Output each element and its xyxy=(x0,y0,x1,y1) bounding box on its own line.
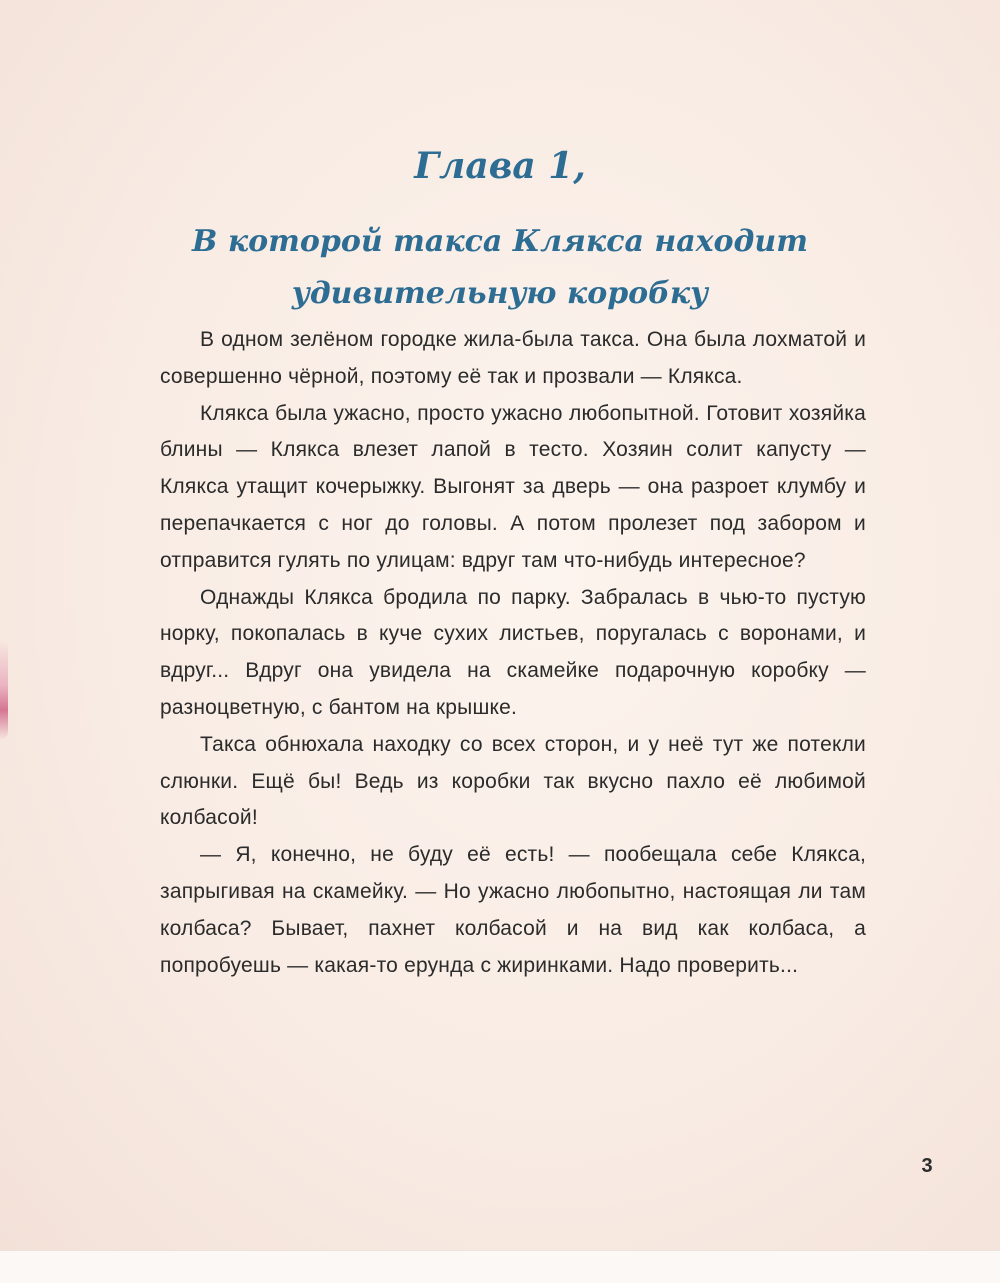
chapter-subtitle-line-1: В которой такса Клякса находит xyxy=(192,224,808,259)
page-bottom-edge xyxy=(0,1250,1000,1283)
chapter-subtitle xyxy=(0,216,1000,320)
paragraph-2: Клякса была ужасно, просто ужасно любопытной. Готовит хозяйка блины — Клякса влезет лапой в тесто. Хозяин солит капусту — Клякса утащит кочерыжку. Выгонят за дверь — она разроет клумбу и перепачкается с ног до головы. А потом пролезет под забором и отправится гулять по улицам: вдруг там что-нибудь интересное? xyxy=(160,401,866,572)
paragraph-5: — Я, конечно, не буду её есть! — пообещала себе Клякса, запрыгивая на скамейку. — Но ужасно любопытно, настоящая ли там колбаса? Бывает, пахнет колбасой и на вид как колбаса, а попробуешь — какая-то ерунда с жиринками. Надо проверить... xyxy=(160,843,866,977)
paragraph-3: Однажды Клякса бродила по парку. Забралась в чью-то пустую норку, покопалась в куче сухих листьев, поругалась с воронами, и вдруг... Вдруг она увидела на скамейке подарочную коробку — разноцветную, с бантом на крышке. xyxy=(160,585,866,719)
page-number: 3 xyxy=(921,1155,933,1177)
chapter-subtitle-line-2: удивительную коробку xyxy=(291,276,709,311)
paragraph-4: Такса обнюхала находку со всех сторон, и у неё тут же потекли слюнки. Ещё бы! Ведь из коробки так вкусно пахло её любимой колбасой! xyxy=(160,732,866,830)
paragraph-1: В одном зелёном городке жила-была такса. Она была лохматой и совершенно чёрной, поэтому её так и прозвали — Клякса. xyxy=(160,328,866,388)
chapter-title: Глава 1, xyxy=(414,145,586,187)
illustration-edge xyxy=(0,640,8,740)
chapter-body xyxy=(160,322,866,984)
